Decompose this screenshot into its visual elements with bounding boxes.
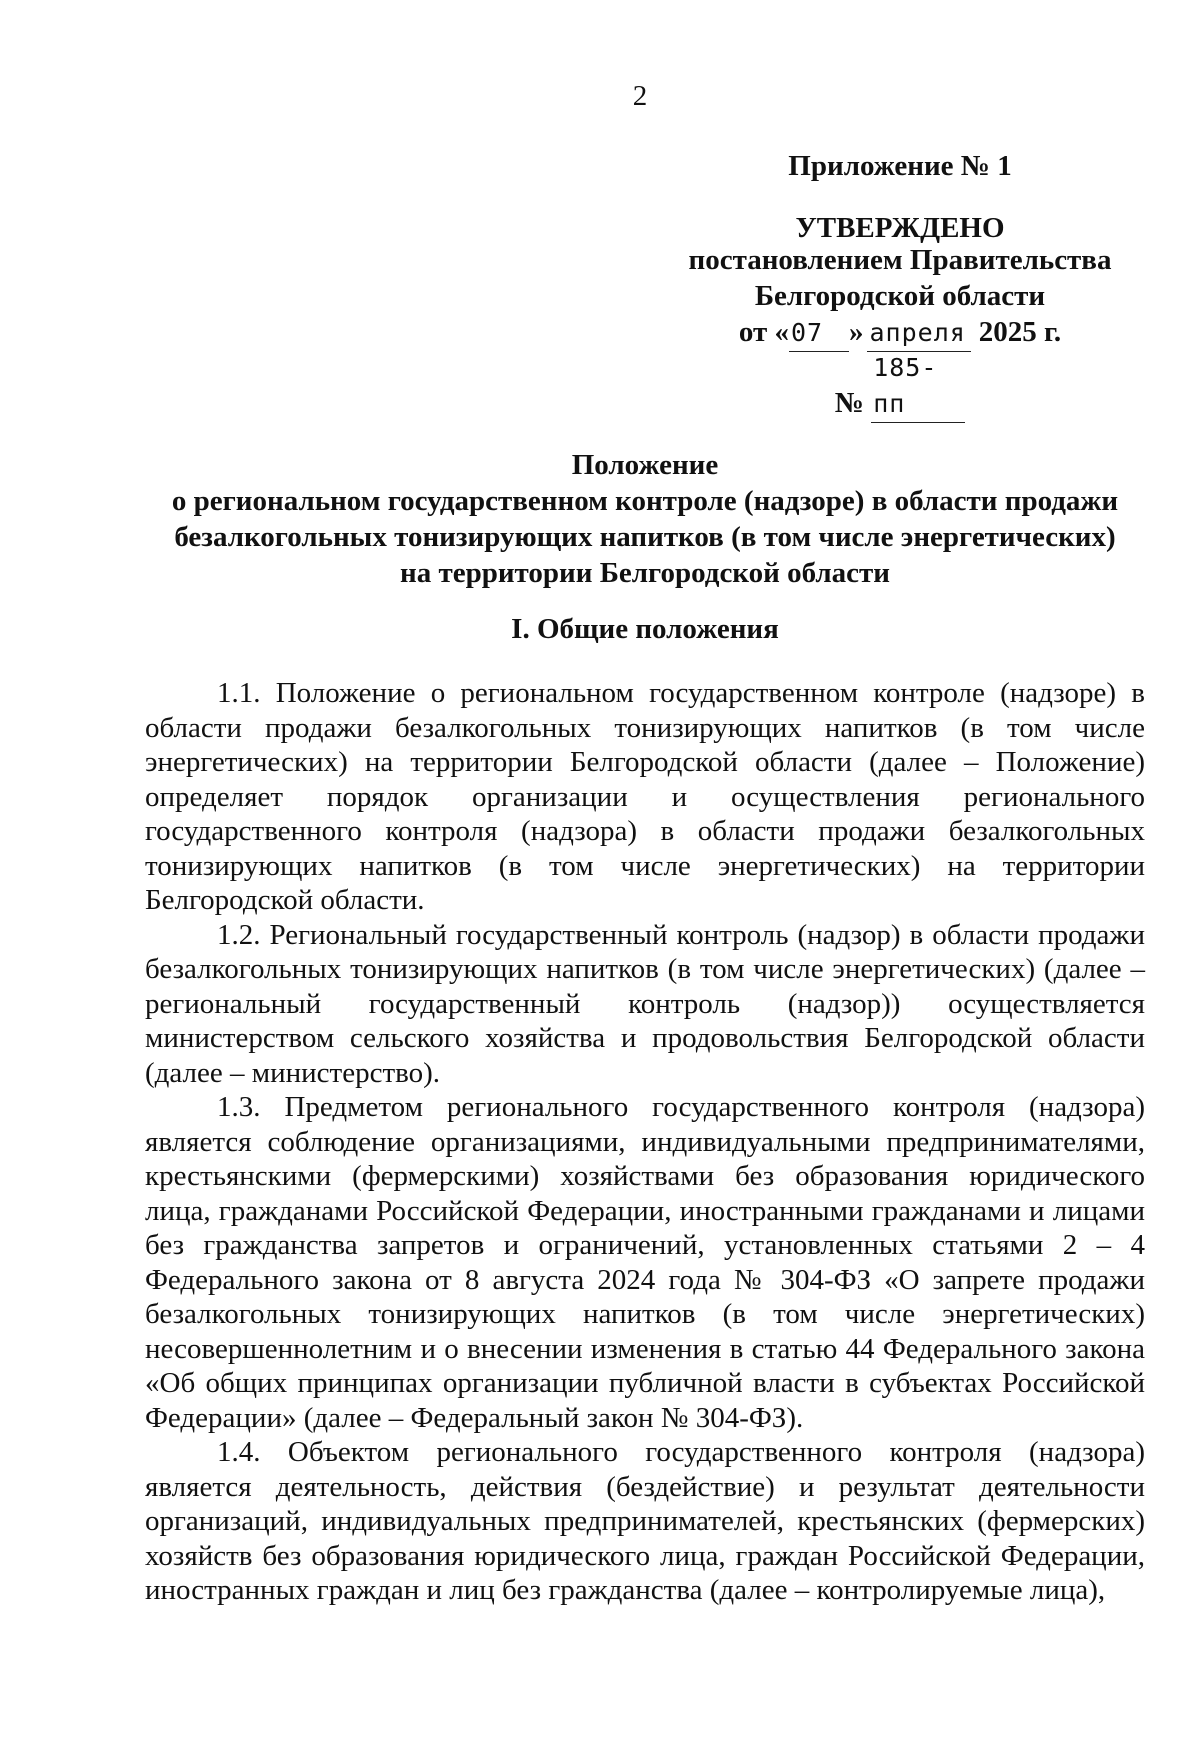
paragraph-1-2: 1.2. Региональный государственный контроль (надзор) в области продажи безалкогольных тонизирующих напитков (в том числе энергетических) (далее – региональный государственный контроль (надзор)) осуществляется министерством сельского хозяйства и продовольствия Белгородской области (далее – министерство). — [145, 918, 1145, 1089]
approval-date — [650, 314, 1150, 352]
body-text — [145, 676, 1145, 1608]
title-line-2: о региональном государственном контроле (надзоре) в области продажи — [171, 485, 1119, 517]
number-sign: № — [834, 387, 864, 419]
title-line-4: на территории Белгородской области — [400, 557, 890, 589]
date-month: апреля — [867, 315, 971, 352]
section-heading: I. Общие положения — [511, 613, 779, 645]
date-year: 2025 г. — [978, 316, 1062, 348]
page-number: 2 — [632, 80, 648, 112]
document-title — [140, 447, 1150, 591]
appendix-label: Приложение № 1 — [788, 150, 1012, 182]
paragraph-1-3: 1.3. Предметом регионального государственного контроля (надзора) является соблюдение организациями, индивидуальными предпринимателями, крестьянскими (фермерскими) хозяйствами без образования юридического лица, гражданами Российской Федерации, иностранными гражданами и лицами без гражданства запретов и ограничений, установленных статьями 2 – 4 Федерального закона от 8 августа 2024 года № 304-ФЗ «О запрете продажи безалкогольных тонизирующих напитков (в том числе энергетических) несовершеннолетним и о внесении изменения в статью 44 Федерального закона «Об общих принципах организации публичной власти в субъектах Российской Федерации» (далее – Федеральный закон № 304-ФЗ). — [145, 1091, 1145, 1434]
title-line-3: безалкогольных тонизирующих напитков (в том числе энергетических) — [174, 521, 1116, 553]
issuer-line-1: постановлением Правительства — [688, 244, 1112, 276]
paragraph-1-1: 1.1. Положение о региональном государственном контроле (надзоре) в области продажи безалкогольных тонизирующих напитков (в том числе энергетических) на территории Белгородской области (далее – Положение) определяет порядок организации и осуществления регионального государственного контроля (надзора) в области продажи безалкогольных тонизирующих напитков (в том числе энергетических) на территории Белгородской области. — [145, 677, 1145, 916]
title-line-1: Положение — [571, 449, 719, 481]
approved-label: УТВЕРЖДЕНО — [795, 212, 1005, 244]
approval-number — [650, 350, 1150, 423]
number-value: 185-пп — [871, 350, 965, 423]
date-prefix: от « — [738, 316, 789, 348]
paragraph-1-4: 1.4. Объектом регионального государственного контроля (надзора) является деятельность, действия (бездействие) и результат деятельности организаций, индивидуальных предпринимателей, крестьянских (фермерских) хозяйств без образования юридического лица, граждан Российской Федерации, иностранных граждан и лиц без гражданства (далее – контролируемые лица), — [145, 1436, 1145, 1606]
date-quote: » — [848, 316, 864, 348]
date-day: 07 — [789, 315, 849, 352]
issuer-line-2: Белгородской области — [754, 280, 1046, 312]
